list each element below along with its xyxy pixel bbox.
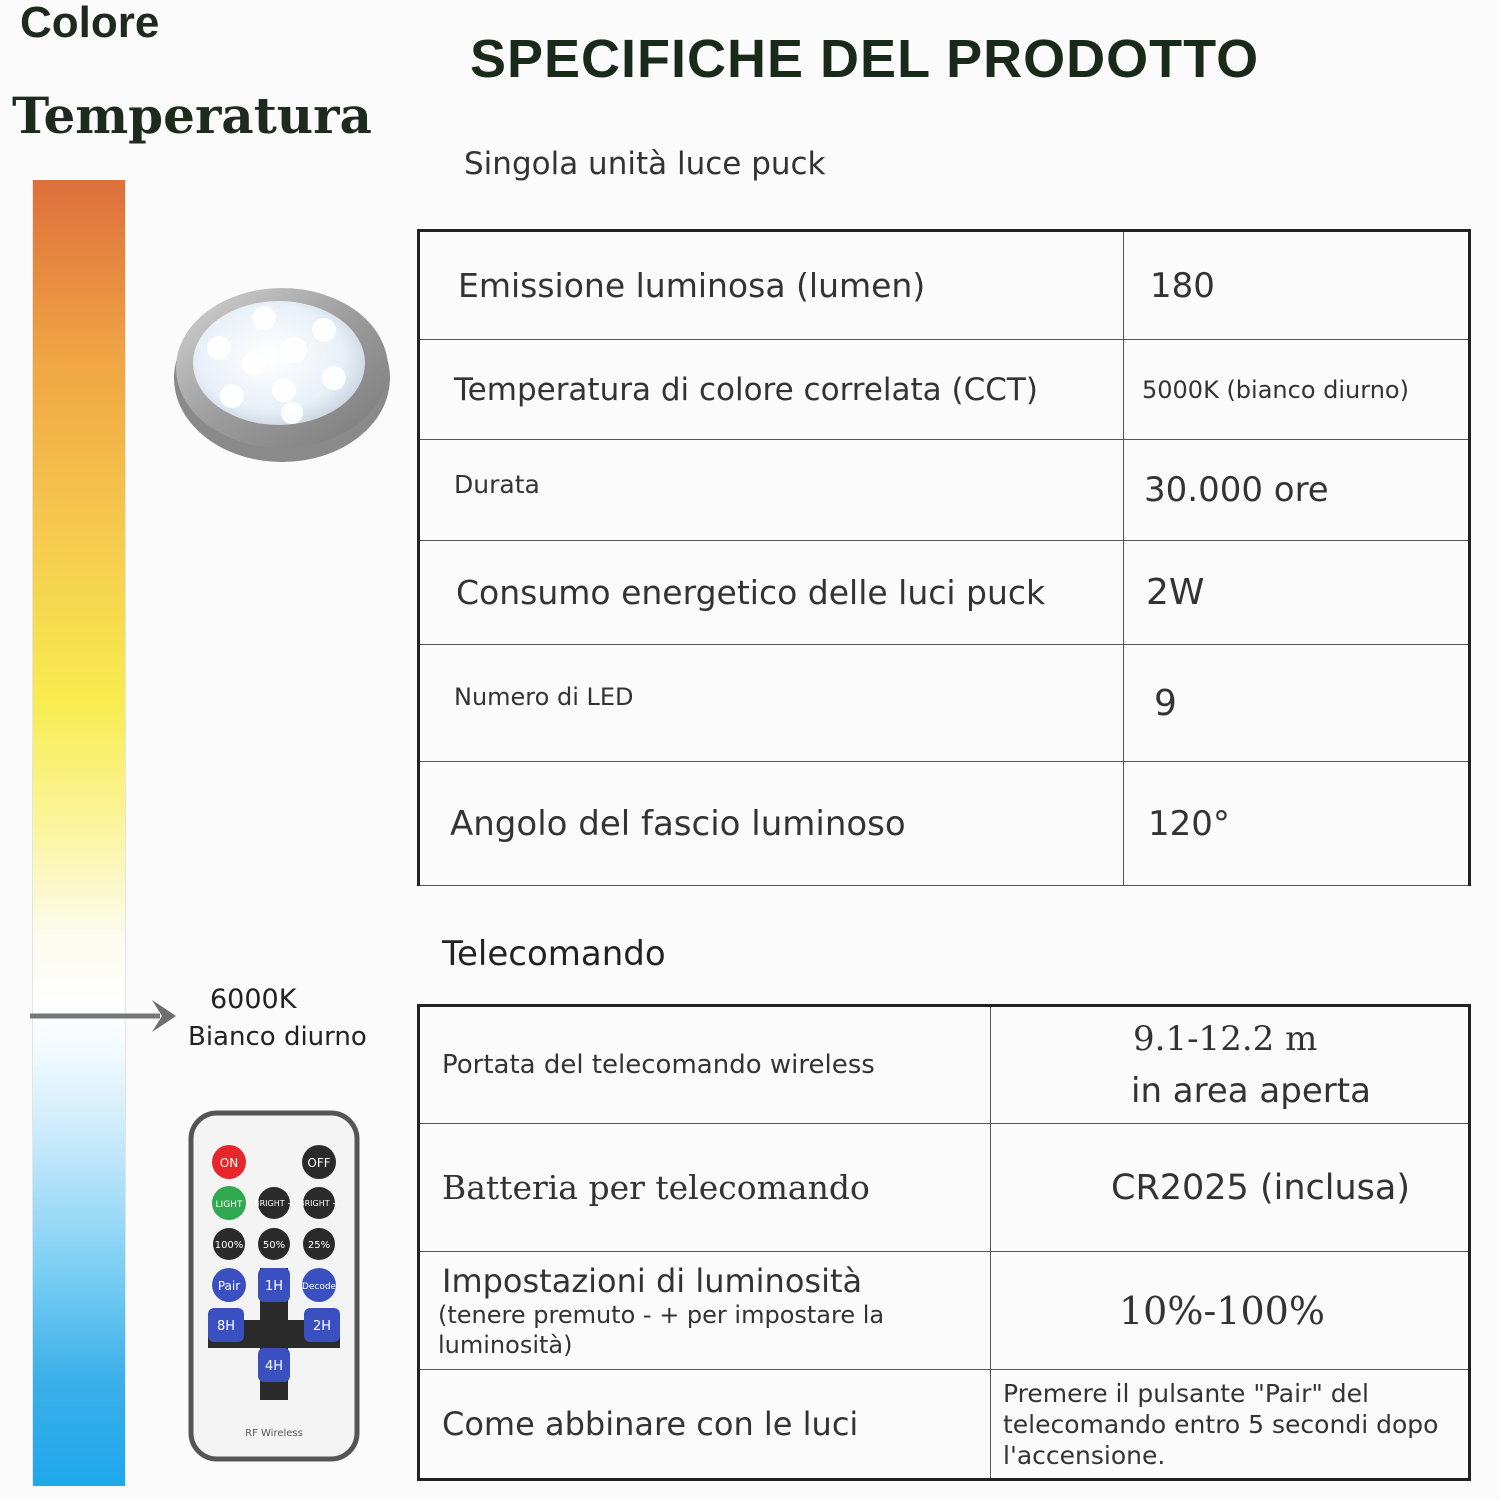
remote-25-label: 25% — [307, 1240, 331, 1251]
cct-marker-value: 6000K — [210, 984, 297, 1015]
spec-value: 120° — [1124, 762, 1470, 886]
table-row — [419, 1006, 1470, 1124]
spec-label: Temperatura di colore correlata (CCT) — [419, 340, 1124, 440]
table-row — [419, 645, 1470, 762]
remote-8h-label: 8H — [216, 1319, 236, 1334]
spec-label: Emissione luminosa (lumen) — [419, 231, 1124, 340]
cct-marker-name: Bianco diurno — [188, 1022, 367, 1052]
spec-label: Come abbinare con le luci — [419, 1370, 991, 1480]
color-temperature-bar — [32, 180, 126, 1486]
table-row — [419, 340, 1470, 440]
remote-spec-table — [417, 1004, 1471, 1481]
spec-value: 2W — [1124, 541, 1470, 645]
spec-value — [991, 1006, 1470, 1124]
table-row — [419, 541, 1470, 645]
spec-note: (tenere premuto - + per impostare la luminosità) — [438, 1300, 885, 1359]
spec-value: 10%-100% — [991, 1252, 1470, 1370]
remote-off-label: OFF — [307, 1156, 331, 1170]
spec-label: Durata — [419, 440, 1124, 541]
spec-label: Angolo del fascio luminoso — [419, 762, 1124, 886]
remote-50-label: 50% — [262, 1240, 286, 1251]
range-note: in area aperta — [1131, 1071, 1371, 1111]
remote-4h-label: 4H — [264, 1359, 284, 1374]
arrow-right-icon — [30, 996, 180, 1036]
remote-on-label: ON — [219, 1156, 239, 1170]
table-row — [419, 1370, 1470, 1480]
table-row — [419, 440, 1470, 541]
remote-bright-up-label: BRIGHT + — [254, 1199, 294, 1208]
spec-value: 180 — [1124, 231, 1470, 340]
spec-label: Numero di LED — [419, 645, 1124, 762]
spec-label: Impostazioni di luminosità — [442, 1261, 863, 1300]
remote-light-label: LIGHT — [215, 1200, 243, 1210]
spec-label: Batteria per telecomando — [419, 1124, 991, 1252]
puck-spec-table — [417, 229, 1471, 886]
spec-label: Portata del telecomando wireless — [419, 1006, 991, 1124]
range-value: 9.1-12.2 m — [1133, 1019, 1318, 1059]
spec-value: CR2025 (inclusa) — [991, 1124, 1470, 1252]
table-row — [419, 1124, 1470, 1252]
spec-value: 5000K (bianco diurno) — [1124, 340, 1470, 440]
table-row — [419, 762, 1470, 886]
spec-label-cell — [419, 1252, 991, 1370]
spec-value: Premere il pulsante "Pair" del telecomando entro 5 secondi dopo l'accensione. — [991, 1370, 1470, 1480]
remote-bright-down-label: BRIGHT − — [299, 1199, 339, 1208]
temperature-label: Temperatura — [12, 86, 372, 145]
remote-decode-label: Decode — [301, 1282, 337, 1292]
puck-section-title: Singola unità luce puck — [464, 146, 826, 182]
puck-light-image — [174, 278, 394, 468]
remote-2h-label: 2H — [312, 1319, 332, 1334]
color-label: Colore — [20, 0, 160, 47]
page-title: SPECIFICHE DEL PRODOTTO — [470, 29, 1260, 89]
remote-pair-label: Pair — [217, 1279, 241, 1293]
table-row — [419, 231, 1470, 340]
table-row — [419, 1252, 1470, 1370]
spec-value: 30.000 ore — [1124, 440, 1470, 541]
spec-value: 9 — [1124, 645, 1470, 762]
spec-label: Consumo energetico delle luci puck — [419, 541, 1124, 645]
remote-100-label: 100% — [214, 1240, 244, 1251]
remote-1h-label: 1H — [264, 1279, 284, 1294]
remote-brand-label: RF Wireless — [245, 1428, 303, 1439]
remote-control-image — [188, 1110, 363, 1465]
remote-section-title: Telecomando — [442, 934, 666, 974]
